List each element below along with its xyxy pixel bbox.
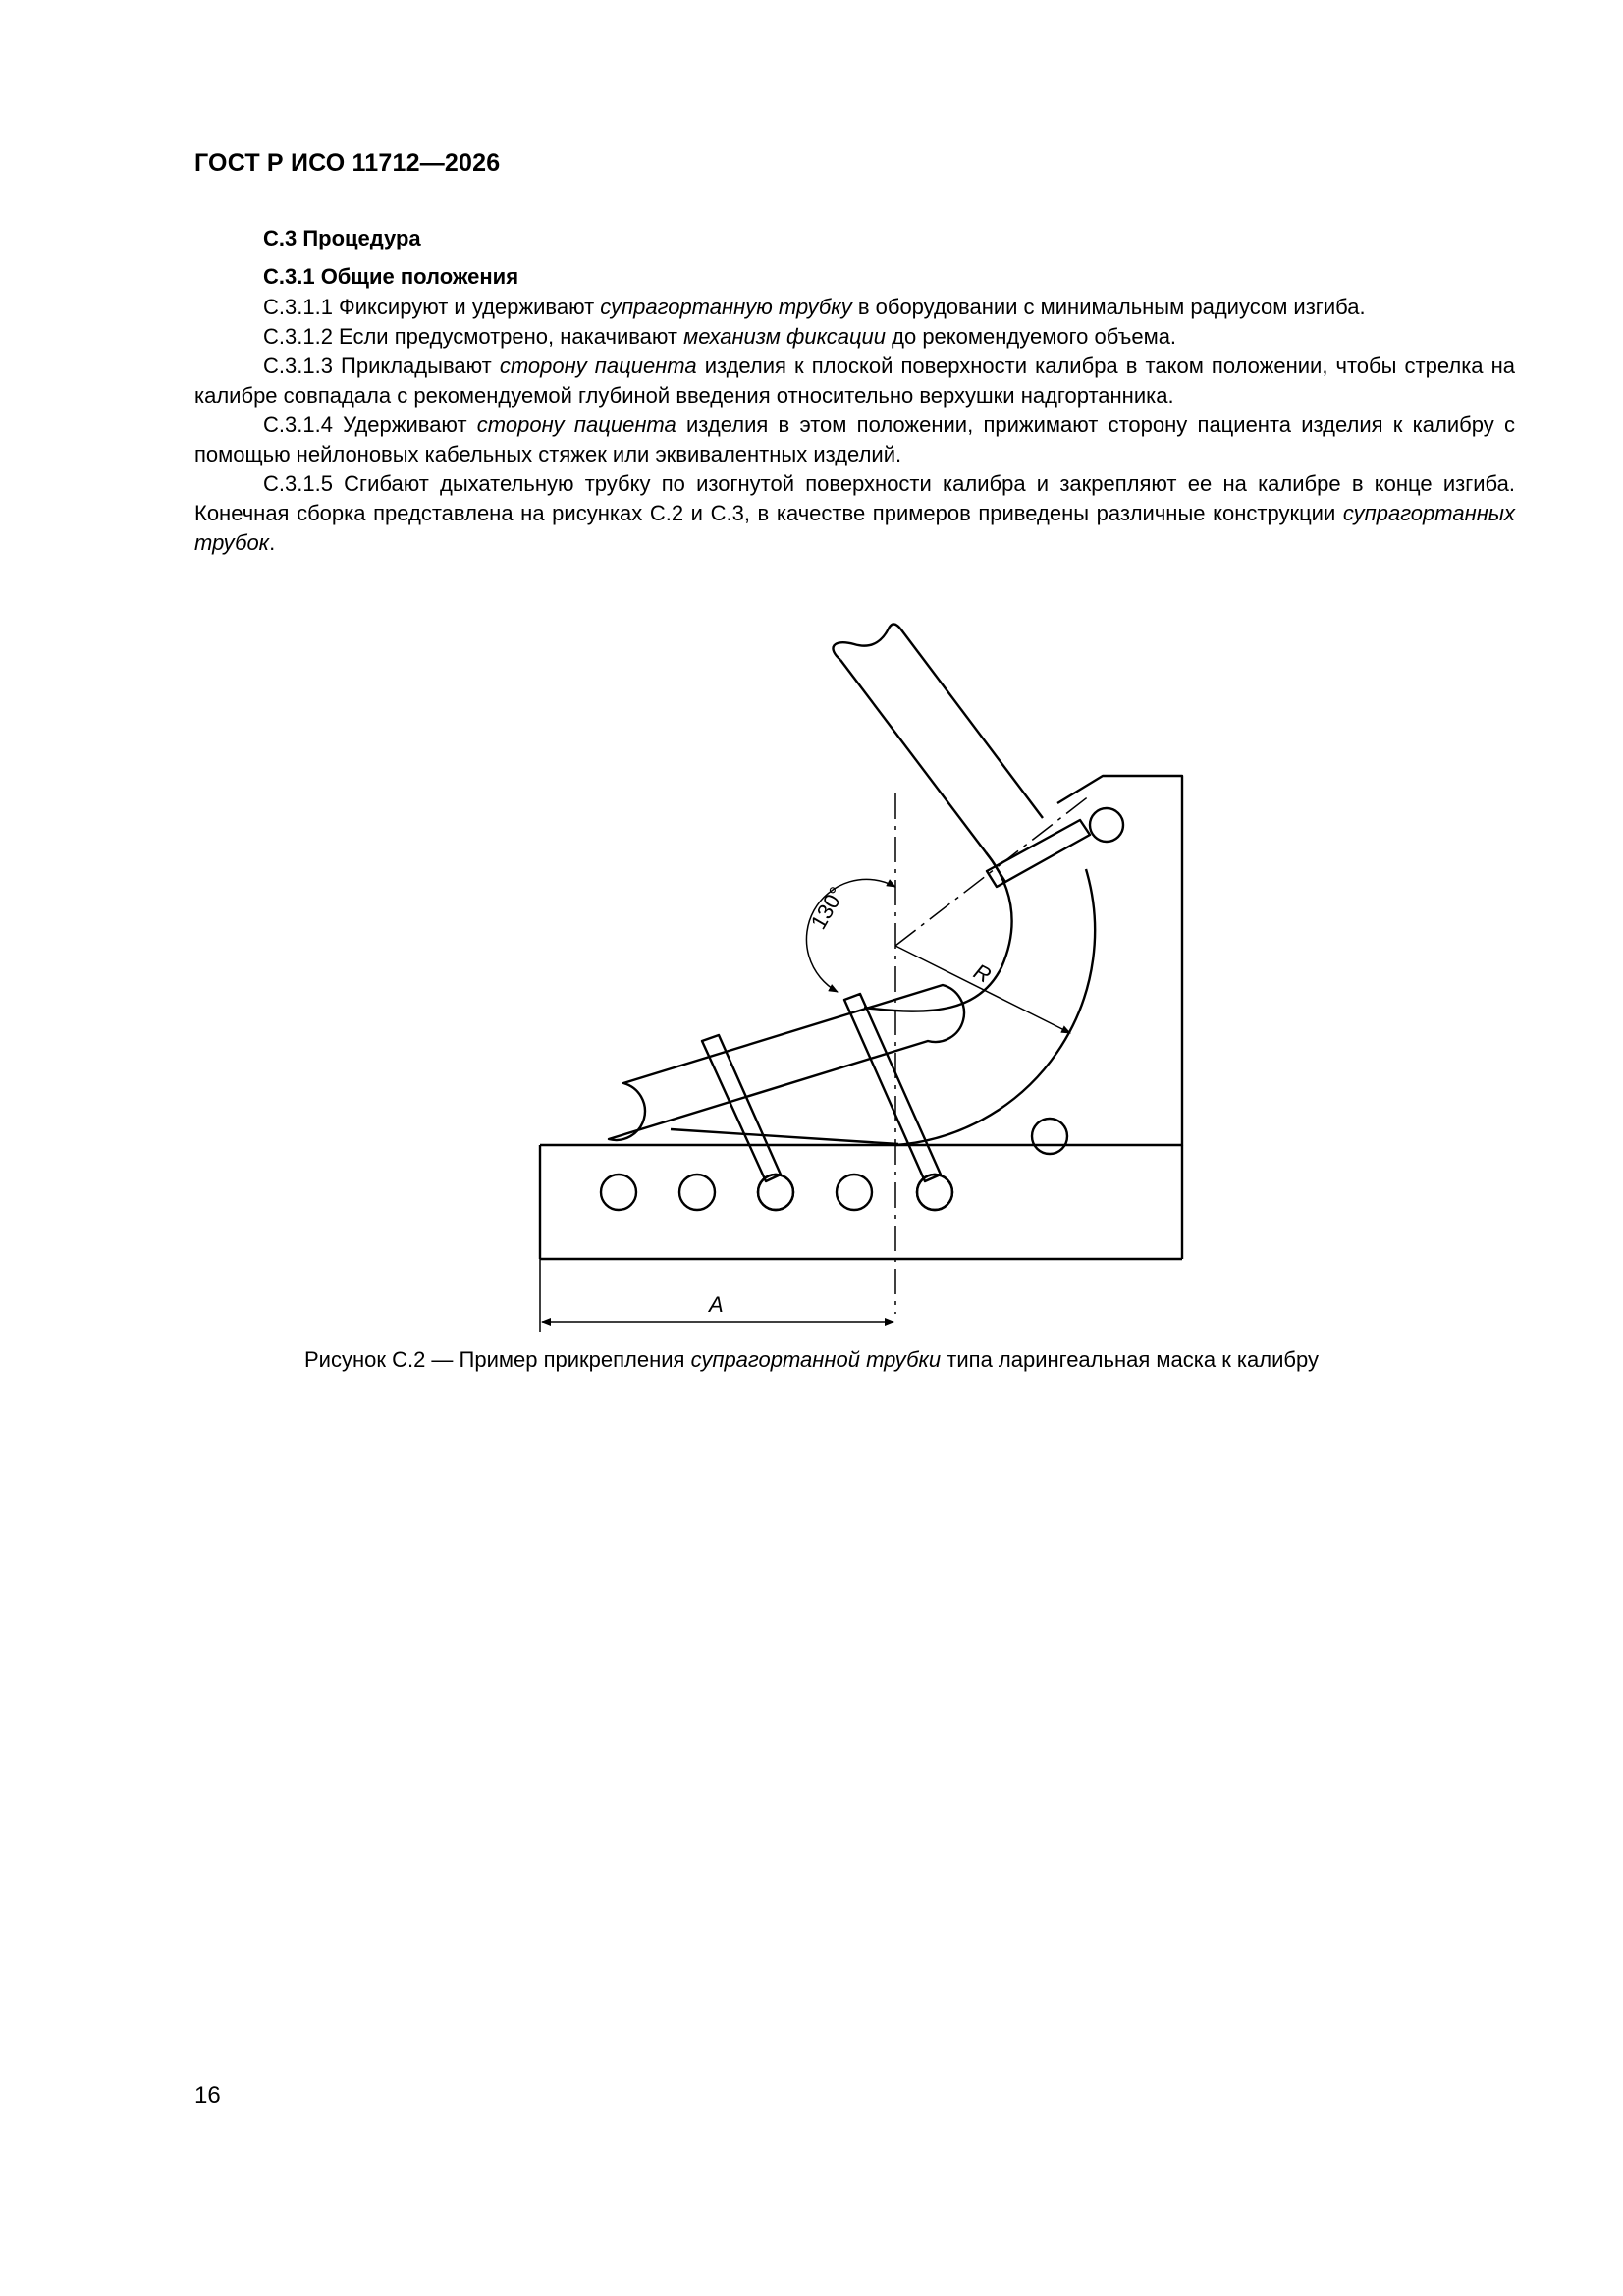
gauge-drawing	[511, 609, 1198, 1336]
section-title: С.3 Процедура	[263, 226, 421, 250]
gauge-hole-2	[679, 1175, 715, 1210]
cable-tie-upper-knob	[1090, 808, 1123, 842]
radius-label: R	[969, 958, 996, 988]
cable-tie-left-knob	[758, 1175, 793, 1210]
cable-tie-middle	[844, 994, 941, 1181]
gauge-hole-1	[601, 1175, 636, 1210]
cable-tie-middle-knob	[917, 1175, 952, 1210]
bend-axis-line	[895, 795, 1090, 946]
mask-cuff	[609, 985, 964, 1140]
gauge-curve	[895, 869, 1095, 1145]
paragraph-c-3-1-4: С.3.1.4 Удерживают сторону пациента изделия в этом положении, прижимают сторону пациента изделия к калибру с помощью нейлоновых кабельных стяжек или эквивалентных изделий.	[194, 412, 1515, 466]
gauge-hole-6	[1032, 1119, 1067, 1154]
figure-c-2-drawing	[511, 609, 1198, 1336]
page-number: 16	[194, 2082, 221, 2108]
standard-header: ГОСТ Р ИСО 11712—2026	[194, 149, 501, 177]
tube-left-edge	[840, 660, 986, 852]
section-subtitle: С.3.1 Общие положения	[263, 264, 519, 289]
paragraph-c-3-1-5: С.3.1.5 Сгибают дыхательную трубку по изогнутой поверхности калибра и закрепляют ее на калибре в конце изгиба. Конечная сборка представлена на рисунках С.2 и С.3, в качестве примеров приведены различные конструкции супрагортанных трубок.	[194, 471, 1515, 555]
paragraph-c-3-1-1: С.3.1.1 Фиксируют и удерживают супрагортанную трубку в оборудовании с минимальным радиусом изгиба.	[263, 295, 1366, 319]
tube-break-line	[833, 625, 900, 661]
tube-right-edge	[900, 629, 1043, 818]
gauge-hole-4	[837, 1175, 872, 1210]
mask-base-line	[671, 1129, 898, 1144]
cable-tie-left	[702, 1035, 781, 1181]
section-content	[194, 224, 1515, 558]
dimension-a-label: A	[709, 1292, 724, 1317]
paragraph-c-3-1-3: С.3.1.3 Прикладывают сторону пациента изделия к плоской поверхности калибра в таком положении, чтобы стрелка на калибре совпадала с рекомендуемой глубиной введения относительно верхушки надгортанника.	[194, 354, 1516, 408]
angle-label: 130°	[805, 882, 850, 934]
paragraph-c-3-1-2: С.3.1.2 Если предусмотрено, накачивают механизм фиксации до рекомендуемого объема.	[263, 324, 1177, 349]
figure-caption: Рисунок С.2 — Пример прикрепления супрагортанной трубки типа ларингеальная маска к калибру	[304, 1347, 1319, 1372]
